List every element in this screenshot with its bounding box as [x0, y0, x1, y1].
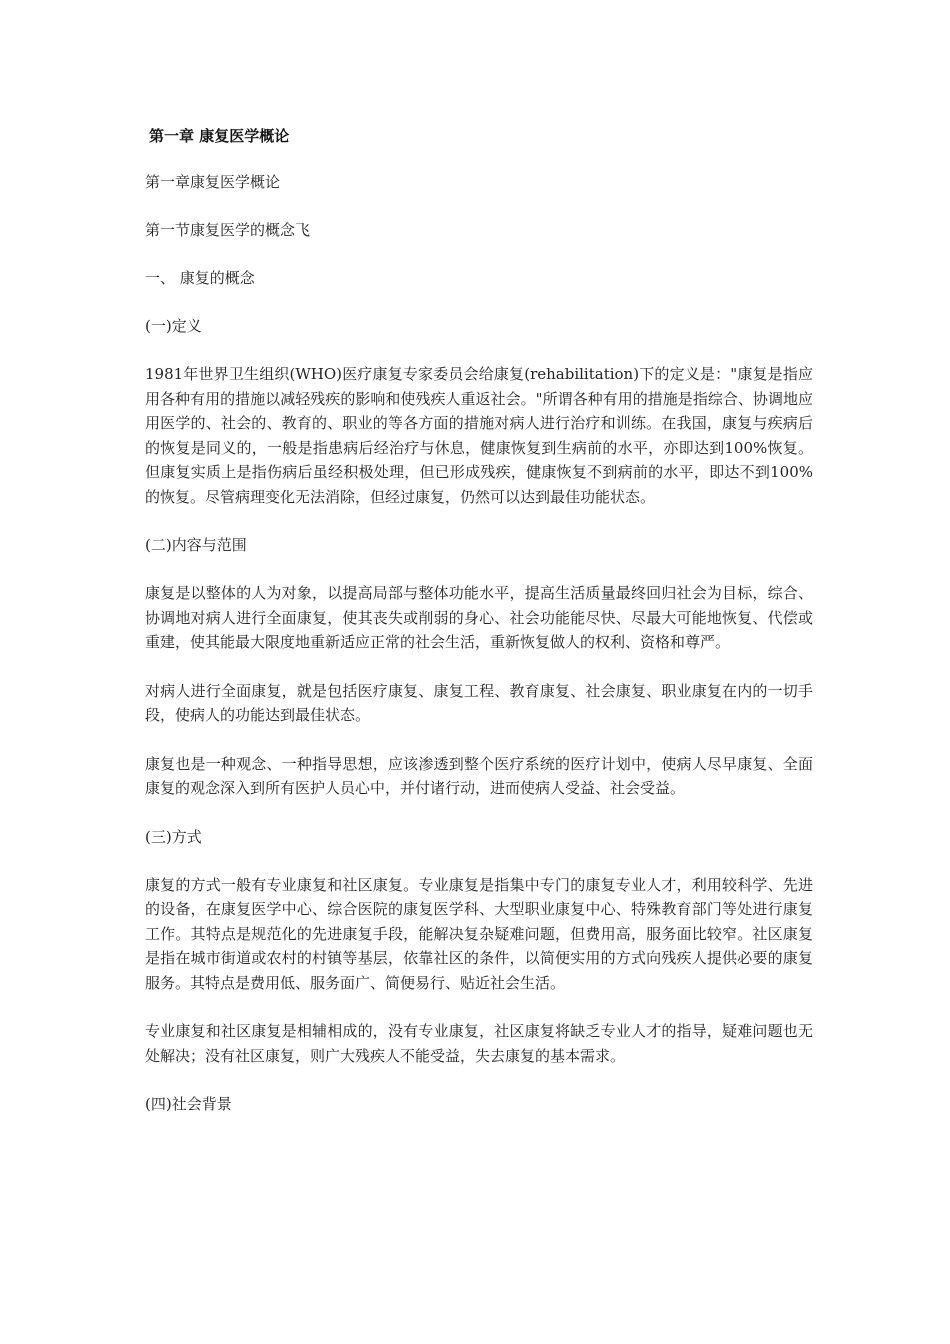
paragraph-methods-2: 专业康复和社区康复是相辅相成的，没有专业康复，社区康复将缺乏专业人才的指导，疑难问题也无处解决；没有社区康复，则广大残疾人不能受益，失去康复的基本需求。	[145, 1022, 813, 1065]
paragraph-scope-3: 康复也是一种观念、一种指导思想，应该渗透到整个医疗系统的医疗计划中，使病人尽早康复、全面康复的观念深入到所有医护人员心中，并付诸行动，进而使病人受益、社会受益。	[145, 754, 813, 797]
paragraph-scope-2: 对病人进行全面康复，就是包括医疗康复、康复工程、教育康复、社会康复、职业康复在内的一切手段，使病人的功能达到最佳状态。	[145, 681, 813, 724]
heading-methods: (三)方式	[145, 827, 202, 846]
paragraph-definition: 1981年世界卫生组织(WHO)医疗康复专家委员会给康复(rehabilitation)下的定义是："康复是指应用各种有用的措施以减轻残疾的影响和使残疾人重返社会。"所谓各种有用的措施是指综合、协调地应用医学的、社会的、教育的、职业的等各方面的措施对病人进行治疗和训练。在我国，康复与疾病后的恢复是同义的，一般是指患病后经治疗与休息，健康恢复到生病前的水平，亦即达到100%恢复。但康复实质上是指伤病后虽经积极处理，但已形成残疾，健康恢复不到病前的水平，即达不到100%的恢复。尽管病理变化无法消除，但经过康复，仍然可以达到最佳功能状态。	[145, 365, 813, 506]
document-title: 第一章 康复医学概论	[149, 127, 290, 145]
heading-background: (四)社会背景	[145, 1095, 232, 1113]
heading-scope: (二)内容与范围	[145, 536, 247, 554]
paragraph-scope-1: 康复是以整体的人为对象，以提高局部与整体功能水平，提高生活质量最终回归社会为目标，综合、协调地对病人进行全面康复，使其丧失或削弱的身心、社会功能能尽快、尽最大可能地恢复、代偿或重建，使其能最大限度地重新适应正常的社会生活，重新恢复做人的权利、资格和尊严。	[145, 584, 813, 651]
document-body	[145, 123, 813, 1116]
heading-definition: (一)定义	[145, 317, 202, 335]
chapter-heading: 第一章康复医学概论	[145, 173, 281, 191]
paragraph-methods-1: 康复的方式一般有专业康复和社区康复。专业康复是指集中专门的康复专业人才，利用较科学、先进的设备，在康复医学中心、综合医院的康复医学科、大型职业康复中心、特殊教育部门等处进行康复工作。其特点是规范化的先进康复手段，能解决复杂疑难问题，但费用高，服务面比较窄。社区康复是指在城市街道或农村的村镇等基层，依靠社区的条件，以简便实用的方式向残疾人提供必要的康复服务。其特点是费用低、服务面广、简便易行、贴近社会生活。	[145, 875, 813, 992]
section-heading: 第一节康复医学的概念飞	[145, 221, 311, 239]
subsection-heading: 一、 康复的概念	[145, 269, 255, 287]
